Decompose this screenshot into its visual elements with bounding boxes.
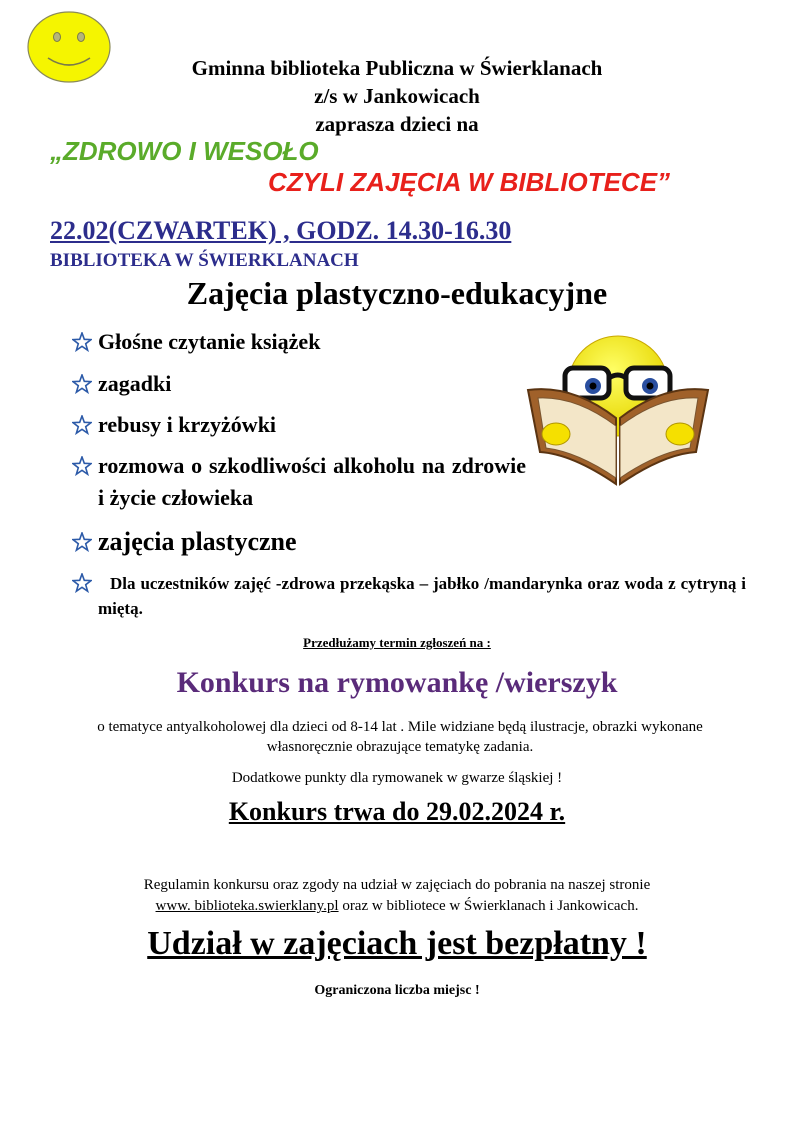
list-item-text: rebusy i krzyżówki (98, 412, 277, 437)
limited-places: Ograniczona liczba miejsc ! (314, 983, 480, 998)
event-place: BIBLIOTEKA W ŚWIERKLANACH (50, 250, 359, 271)
rules-text: Regulamin konkursu oraz zgody na udział w zajęciach do pobrania na naszej stronie (143, 877, 651, 893)
list-item (98, 326, 528, 358)
list-item-text: rozmowa o szkodliwości alkoholu na zdrowie i życie człowieka (98, 453, 526, 510)
extension-notice: Przedłużamy termin zgłoszeń na : (303, 635, 491, 650)
free-participation: Udział w zajęciach jest bezpłatny ! (147, 925, 647, 962)
contest-description: o tematyce antyalkoholowej dla dzieci od 8-14 lat . Mile widziane będą ilustracje, obrazki wykonane własnoręcznie obrazujące tematykę zadania. (97, 719, 703, 755)
contest-deadline: Konkurs trwa do 29.02.2024 r. (228, 797, 566, 826)
invitation-text: zaprasza dzieci na (315, 112, 479, 136)
library-name: Gminna biblioteka Publiczna w Świerklanach (191, 56, 603, 80)
contest-title: Konkurs na rymowankę /wierszyk (176, 666, 618, 699)
list-item-text: zajęcia plastyczne (98, 527, 297, 556)
list-item (98, 571, 746, 621)
event-title-part1: „ZDROWO I WESOŁO (50, 136, 319, 166)
rules-text-2: oraz w bibliotece w Świerklanach i Jankowicach. (342, 898, 639, 914)
star-bullet-icon (72, 573, 92, 593)
star-bullet-icon (72, 532, 92, 552)
event-title-part2: CZYLI ZAJĘCIA W BIBLIOTECE” (268, 167, 671, 197)
star-bullet-icon (72, 332, 92, 352)
list-item (98, 450, 526, 514)
list-item (98, 526, 528, 558)
list-item-text: zagadki (98, 371, 172, 396)
activities-heading: Zajęcia plastyczno-edukacyjne (186, 275, 608, 311)
star-bullet-icon (72, 374, 92, 394)
library-location: z/s w Jankowicach (314, 84, 480, 108)
list-item-text: Dla uczestników zajęć -zdrowa przekąska – jabłko /mandarynka oraz woda z cytryną i miętą. (98, 574, 746, 618)
star-bullet-icon (72, 456, 92, 476)
website-link[interactable]: www. biblioteka.swierklany.pl (155, 898, 339, 914)
contest-bonus: Dodatkowe punkty dla rymowanek w gwarze śląskiej ! (231, 770, 563, 786)
star-bullet-icon (72, 415, 92, 435)
list-item-text: Głośne czytanie książek (98, 329, 321, 354)
rules-line2 (0, 896, 794, 916)
event-date: 22.02(CZWARTEK) , GODZ. 14.30-16.30 (50, 216, 512, 245)
list-item (98, 409, 528, 441)
list-item (98, 368, 528, 400)
reading-smiley-icon (522, 334, 714, 494)
